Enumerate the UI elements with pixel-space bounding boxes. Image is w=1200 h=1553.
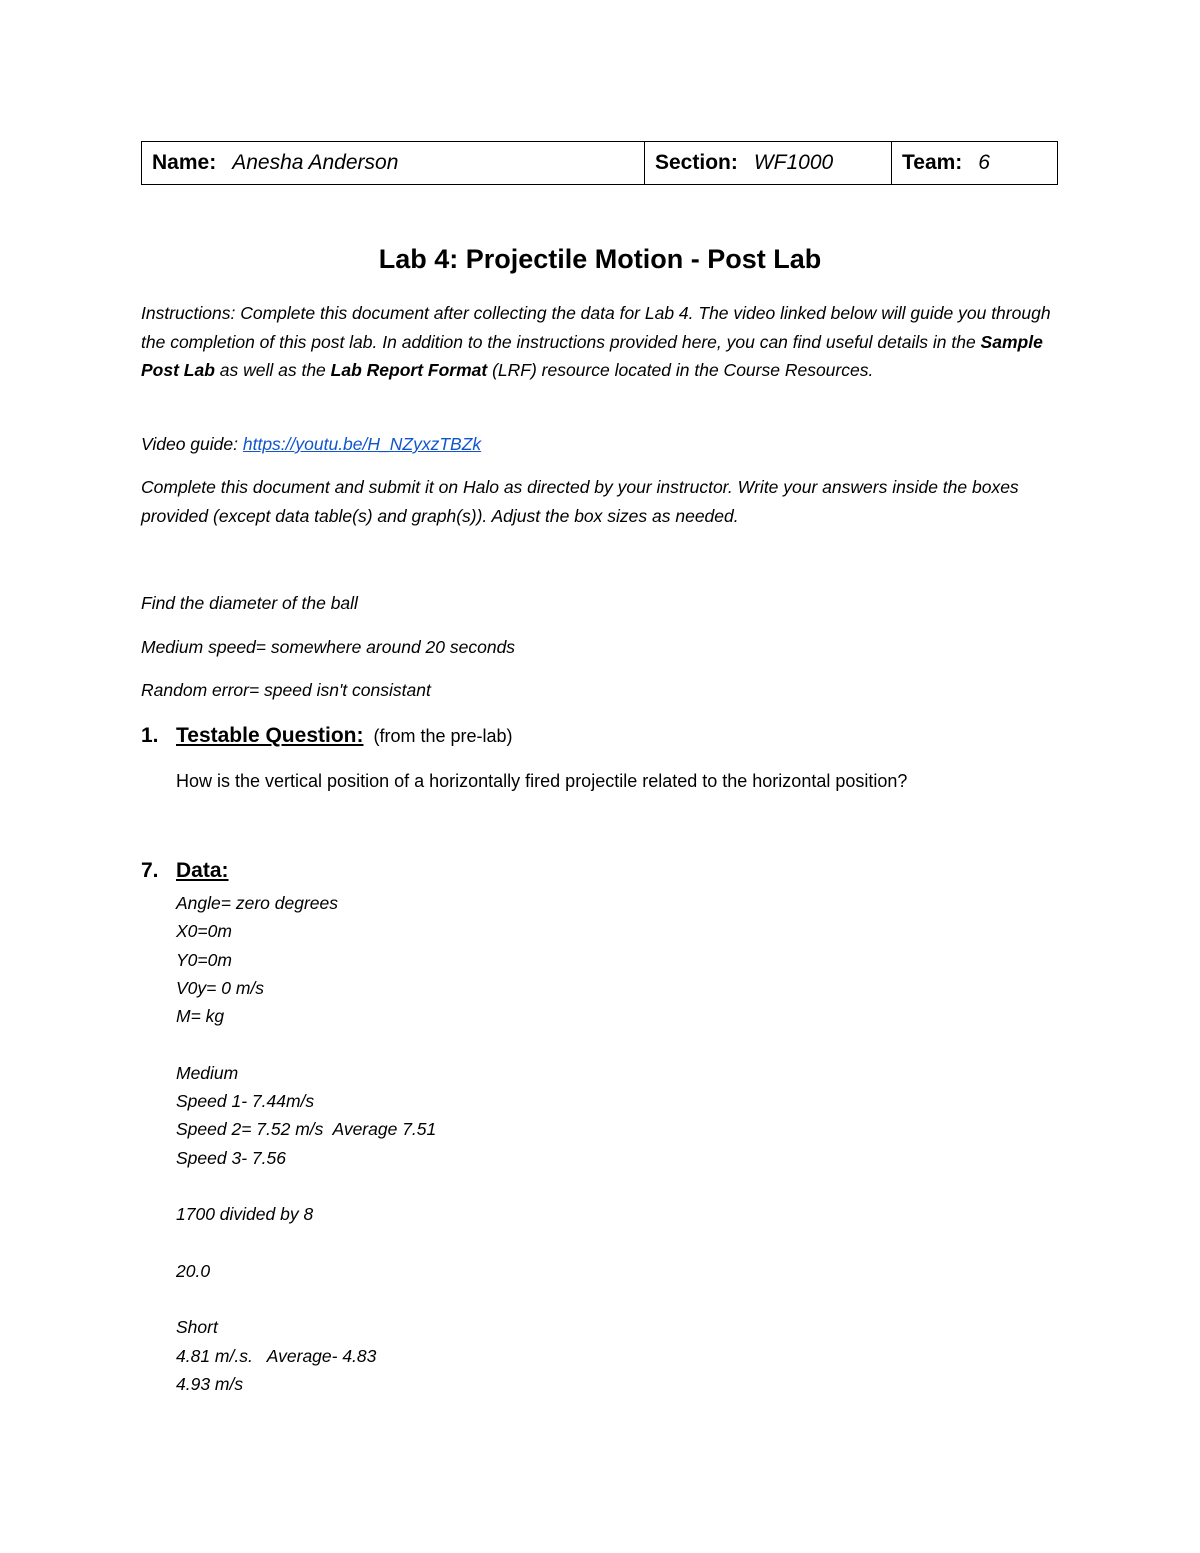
data-heading xyxy=(141,859,229,883)
testable-question-title: Testable Question: xyxy=(176,724,364,747)
data-title: Data: xyxy=(176,859,229,882)
data-list xyxy=(176,889,436,1398)
testable-question-heading xyxy=(141,724,513,748)
data-line xyxy=(176,1285,436,1313)
testable-question-answer: How is the vertical position of a horizontally fired projectile related to the horizontal position? xyxy=(176,771,908,791)
data-line: M= kg xyxy=(176,1006,225,1027)
data-line: X0=0m xyxy=(176,921,232,942)
video-guide-line xyxy=(141,430,1061,459)
data-line: 20.0 xyxy=(176,1260,211,1281)
data-line xyxy=(176,1030,436,1058)
data-line: Y0=0m xyxy=(176,949,232,970)
section-7-number: 7. xyxy=(141,859,159,882)
name-label: Name: xyxy=(152,151,217,174)
data-line xyxy=(176,1172,436,1200)
sample-post-lab-text: Sample Post Lab xyxy=(141,331,1043,380)
section-label: Section: xyxy=(655,151,738,174)
video-guide-label: Video guide: xyxy=(141,434,243,454)
data-line: Speed 3- 7.56 xyxy=(176,1147,286,1168)
data-line: Angle= zero degrees xyxy=(176,893,338,913)
section-cell xyxy=(645,142,892,184)
testable-question-note: (from the pre-lab) xyxy=(373,726,513,746)
name-cell xyxy=(142,142,645,184)
page-title: Lab 4: Projectile Motion - Post Lab xyxy=(378,244,822,274)
section-1-number: 1. xyxy=(141,724,159,747)
data-line xyxy=(176,1229,436,1257)
team-label: Team: xyxy=(902,151,963,174)
data-line: Short xyxy=(176,1317,218,1338)
note-random-error: Random error= speed isn't consistant xyxy=(141,680,431,700)
name-value: Anesha Anderson xyxy=(232,151,399,174)
data-line: 4.93 m/s xyxy=(176,1374,244,1395)
data-line: V0y= 0 m/s xyxy=(176,977,265,998)
instructions-text-3: (LRF) resource located in the Course Resources. xyxy=(487,360,874,380)
header-table xyxy=(141,141,1058,185)
note-medium-speed: Medium speed= somewhere around 20 seconds xyxy=(141,637,516,657)
data-line: Speed 1- 7.44m/s xyxy=(176,1091,315,1112)
data-line: 4.81 m/.s. Average- 4.83 xyxy=(176,1345,377,1366)
lab-report-format-text: Lab Report Format xyxy=(330,360,488,380)
video-guide-link[interactable]: https://youtu.be/H_NZyxzTBZk xyxy=(242,434,482,454)
instructions-text-1: Instructions: Complete this document after collecting the data for Lab 4. The video linked below will guide you through the completion of this post lab. In addition to the instructions provided here, you can find useful details in the xyxy=(141,303,1051,352)
team-value: 6 xyxy=(978,151,990,174)
instructions-text-2: as well as the xyxy=(214,360,331,380)
team-cell xyxy=(892,142,1057,184)
data-line: 1700 divided by 8 xyxy=(176,1204,314,1225)
data-line: Speed 2= 7.52 m/s Average 7.51 xyxy=(176,1119,437,1140)
note-diameter: Find the diameter of the ball xyxy=(141,593,358,613)
data-line: Medium xyxy=(176,1062,239,1083)
submit-instructions: Complete this document and submit it on Halo as directed by your instructor. Write your answers inside the boxes provided (except data table(s) and graph(s)). Adjust the box sizes as needed. xyxy=(141,477,1019,526)
section-value: WF1000 xyxy=(753,151,834,174)
instructions-paragraph xyxy=(141,299,1061,385)
